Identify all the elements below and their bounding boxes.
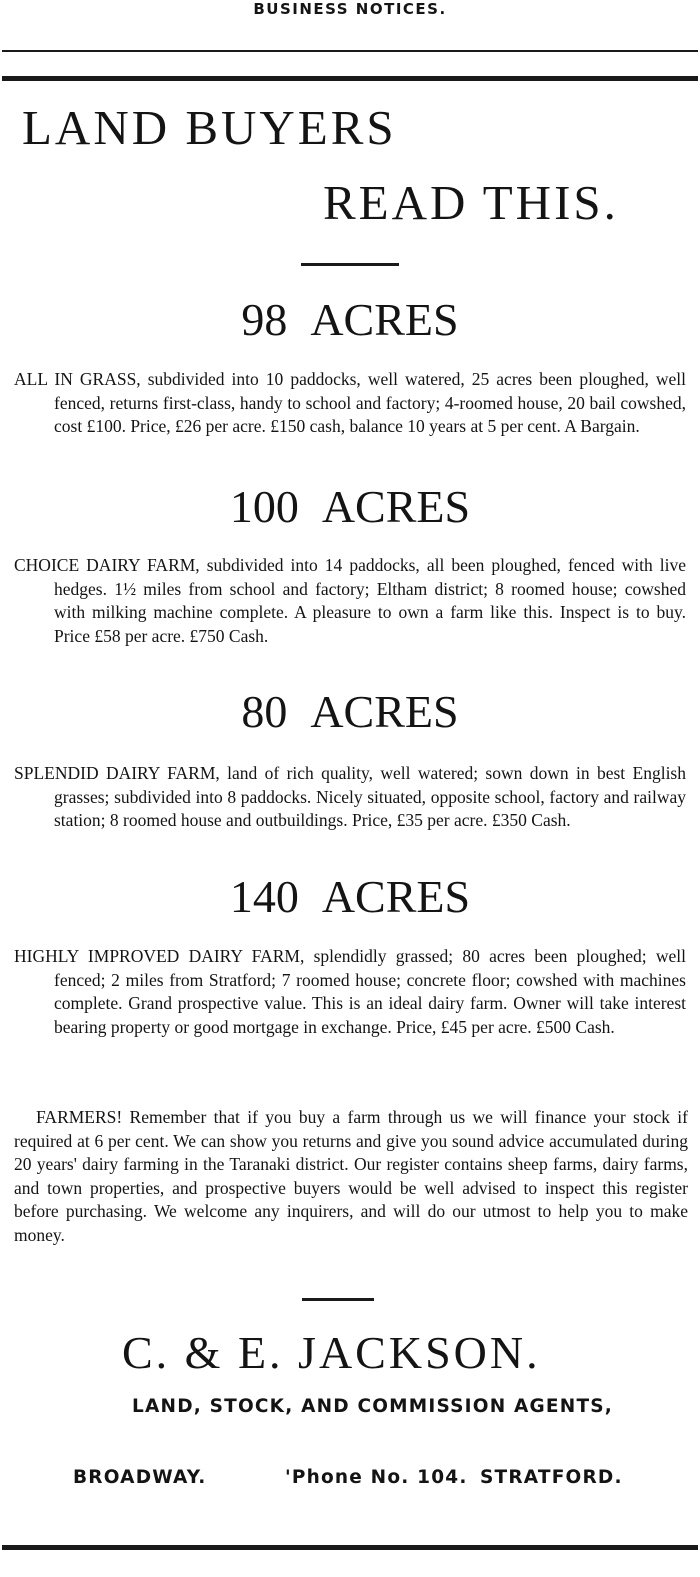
headline-read-this: READ THIS. xyxy=(323,175,619,230)
listing-text-98-acres: ALL IN GRASS, subdivided into 10 paddocks, well watered, 25 acres been ploughed, well fenced, returns first-class, handy to school and factory; 4-roomed house, 20 bail cowshed, cost £100. Price, £26 per acre. £150 cash, balance 10 years at 5 per cent. A Bargain. xyxy=(14,369,686,436)
listing-heading-140-acres: 140 ACRES xyxy=(229,871,471,922)
top-rule-thick xyxy=(2,76,698,81)
listing-heading-100-acres: 100 ACRES xyxy=(229,481,471,532)
listing-heading-98-acres: 98 ACRES xyxy=(241,294,459,345)
listing-text-140-acres: HIGHLY IMPROVED DAIRY FARM, splendidly grassed; 80 acres been ploughed; well fenced; 2 miles from Stratford; 7 roomed house; concrete floor; cowshed with machines complete. Grand prospective value. This is an ideal dairy farm. Owner will take interest bearing property or good mortgage in exchange. Price, £45 per acre. £500 Cash. xyxy=(14,946,686,1037)
section-header: BUSINESS NOTICES. xyxy=(253,0,447,18)
firm-street: BROADWAY. xyxy=(73,1467,207,1488)
listing-text-80-acres: SPLENDID DAIRY FARM, land of rich quality, well watered; sown down in best English grasses; subdivided into 8 paddocks. Nicely situated, opposite school, factory and railway station; 8 roomed house and outbuildings. Price, £35 per acre. £350 Cash. xyxy=(14,763,686,830)
listing-text-100-acres: CHOICE DAIRY FARM, subdivided into 14 paddocks, all been ploughed, fenced with live hedges. 1½ miles from school and factory; Eltham district; 8 roomed house; cowshed with milking machine complete. A pleasure to own a farm like this. Inspect is to buy. Price £58 per acre. £750 Cash. xyxy=(14,555,686,646)
listing-heading-80-acres: 80 ACRES xyxy=(241,686,459,737)
firm-description: LAND, STOCK, AND COMMISSION AGENTS, xyxy=(132,1396,614,1417)
firm-phone: 'Phone No. 104. xyxy=(285,1467,468,1488)
farmers-paragraph: FARMERS! Remember that if you buy a farm through us we will finance your stock if required at 6 per cent. We can show you returns and give you sound advice accumulated during 20 years' dairy farming in the Taranaki district. Our register contains sheep farms, dairy farms, and town properties, and prospective buyers would be well advised to inspect this register before purchasing. We welcome any inquirers, and will do our utmost to help you to make money. xyxy=(14,1107,688,1245)
divider-short-2 xyxy=(302,1298,374,1301)
headline-land-buyers: LAND BUYERS xyxy=(22,100,397,155)
divider-short-1 xyxy=(301,263,399,266)
firm-name: C. & E. JACKSON. xyxy=(122,1327,541,1378)
top-rule-thin xyxy=(2,50,698,52)
firm-town: STRATFORD. xyxy=(480,1467,623,1488)
bottom-rule-thick xyxy=(2,1545,698,1550)
